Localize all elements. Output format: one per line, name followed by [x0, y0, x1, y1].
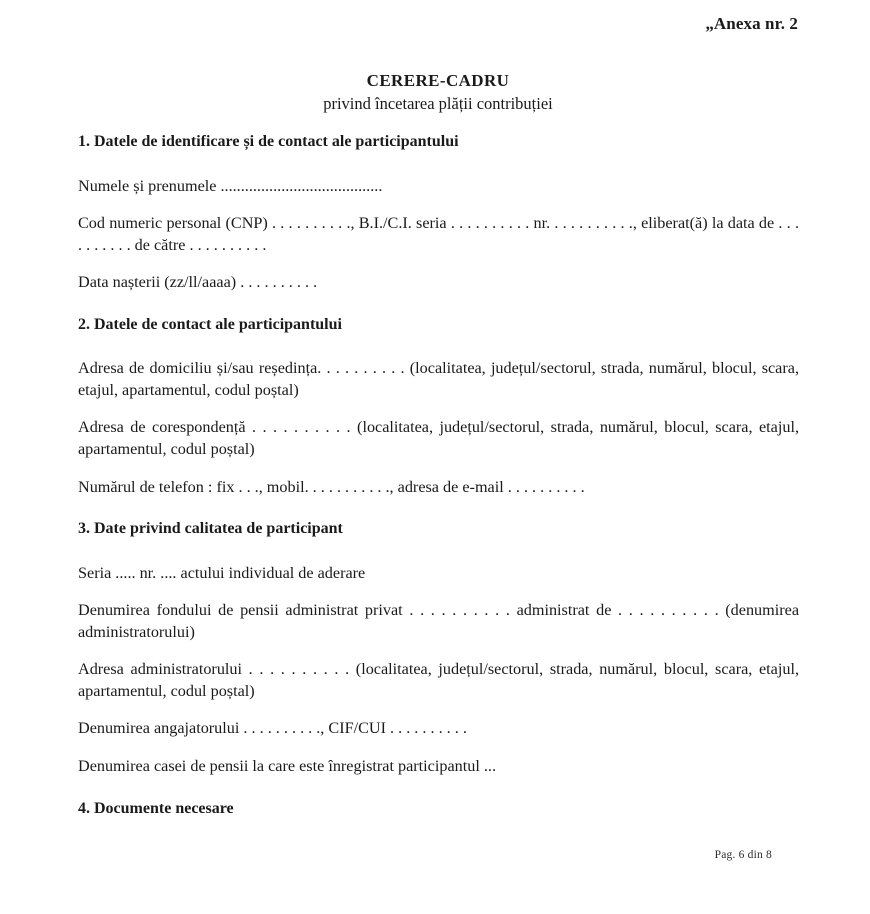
section-heading-4: 4. Documente necesare: [78, 799, 234, 817]
section-heading-1: 1. Datele de identificare și de contact ale participantului: [78, 133, 459, 150]
field-line-cnp-bi-ci: Cod numeric personal (CNP) . . . . . . . . . ., B.I./C.I. seria . . . . . . . . . . nr. . . . . . . . . . ., eliberat(ă) la data de . . . . . . . . . . de către . . . . . . . . . .: [78, 214, 799, 254]
section-heading-3: 3. Date privind calitatea de participant: [78, 520, 343, 538]
document-subtitle: privind încetarea plății contribuției: [323, 94, 553, 114]
field-line-nume-prenume: Numele și prenumele ........................................: [78, 176, 383, 195]
title-block: [78, 70, 798, 115]
field-line-adresa-corespondenta: Adresa de corespondență . . . . . . . . . . (localitatea, județul/sectorul, strada, numărul, blocul, scara, etajul, apartamentul, codul poștal): [78, 418, 799, 459]
annex-label: „Anexa nr. 2: [705, 14, 798, 33]
document-title: CERERE-CADRU: [366, 71, 510, 90]
field-line-adresa-domiciliu: Adresa de domiciliu și/sau reședința. . . . . . . . . . (localitatea, județul/sectorul, strada, numărul, blocul, scara, etajul, apartamentul, codul poștal): [78, 359, 799, 399]
field-line-denumire-angajator: Denumirea angajatorului . . . . . . . . . ., CIF/CUI . . . . . . . . . .: [78, 719, 467, 738]
field-line-seria-act-aderare: Seria ..... nr. .... actului individual de aderare: [78, 563, 366, 582]
page-footer: Pag. 6 din 8: [714, 849, 772, 861]
document-body: [78, 131, 799, 819]
field-line-adresa-administrator: Adresa administratorului . . . . . . . . . . (localitatea, județul/sectorul, strada, numărul, blocul, scara, etajul, apartamentul, codul poștal): [78, 660, 799, 700]
field-line-data-nasterii: Data nașterii (zz/ll/aaaa) . . . . . . . . . .: [78, 273, 318, 292]
field-line-denumire-fond: Denumirea fondului de pensii administrat privat . . . . . . . . . . administrat de . . . . . . . . . . (denumirea administratorului): [78, 601, 799, 641]
field-line-telefon-email: Numărul de telefon : fix . . ., mobil. . . . . . . . . . ., adresa de e-mail . . . . . . . . . .: [78, 477, 585, 496]
field-line-casa-pensii: Denumirea casei de pensii la care este înregistrat participantul ...: [78, 756, 496, 775]
section-heading-2: 2. Datele de contact ale participantului: [78, 315, 342, 333]
